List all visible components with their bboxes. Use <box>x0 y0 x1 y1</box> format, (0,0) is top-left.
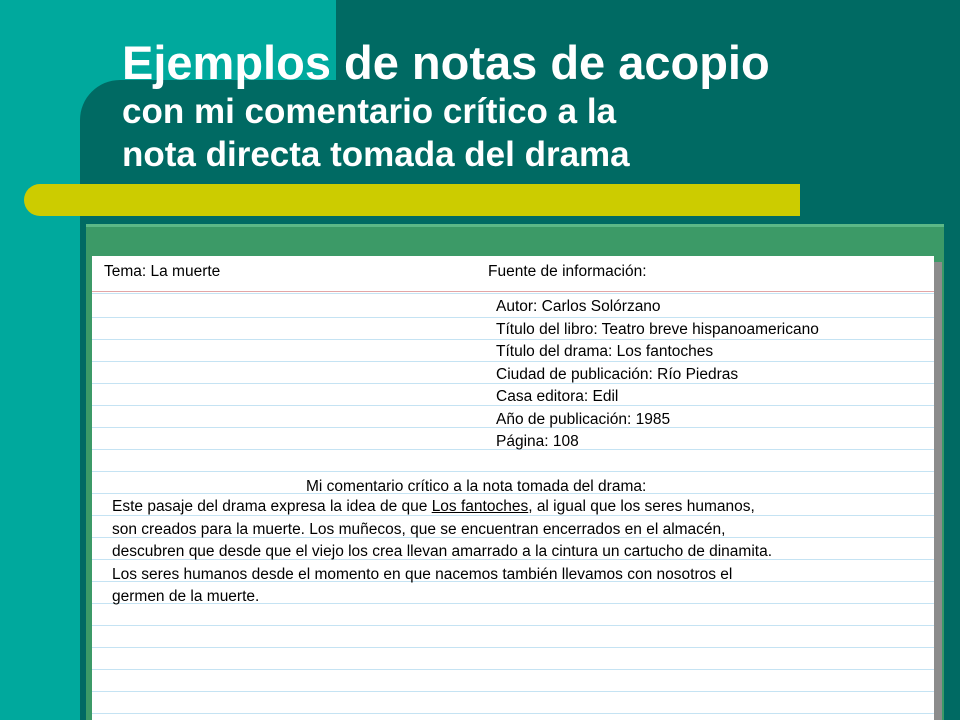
comment-line <box>112 496 932 519</box>
source-author: Autor: Carlos Solórzano <box>496 298 661 315</box>
slide-title <box>122 36 942 176</box>
source-drama-title: Título del drama: Los fantoches <box>496 343 714 360</box>
comment-title: Mi comentario crítico a la nota tomada del drama: <box>306 478 647 495</box>
source-city: Ciudad de publicación: Río Piedras <box>496 366 739 383</box>
comment-text: Este pasaje del drama expresa la idea de que <box>112 498 432 515</box>
comment-line: descubren que desde que el viejo los crea llevan amarrado a la cintura un cartucho de dinamita. <box>112 543 773 560</box>
drama-title-underlined: Los fantoches <box>431 498 529 515</box>
title-rest-1: de notas de acopio <box>330 36 770 89</box>
comment-line: son creados para la muerte. Los muñecos, que se encuentran encerrados en el almacén, <box>112 520 726 538</box>
accent-bar <box>24 184 800 216</box>
tema-label: Tema: La muerte <box>104 263 221 280</box>
title-line-3: nota directa tomada del drama <box>122 135 630 174</box>
title-line-2: con mi comentario crítico a la <box>122 92 617 131</box>
comment-line: Los seres humanos desde el momento en que nacemos también llevamos con nosotros el <box>112 565 733 583</box>
comment-paragraph <box>112 496 932 609</box>
note-card <box>92 256 934 720</box>
source-publisher: Casa editora: Edil <box>496 388 619 405</box>
fuente-label: Fuente de información: <box>488 263 647 280</box>
source-page: Página: 108 <box>496 433 579 450</box>
comment-line: germen de la muerte. <box>112 588 260 605</box>
title-word-ejemplos: Ejemplos <box>122 36 331 89</box>
title-line-1 <box>122 36 942 90</box>
source-year: Año de publicación: 1985 <box>496 411 671 428</box>
comment-text: , al igual que los seres humanos, <box>528 498 755 515</box>
source-book-title: Título del libro: Teatro breve hispanoamericano <box>496 321 819 338</box>
